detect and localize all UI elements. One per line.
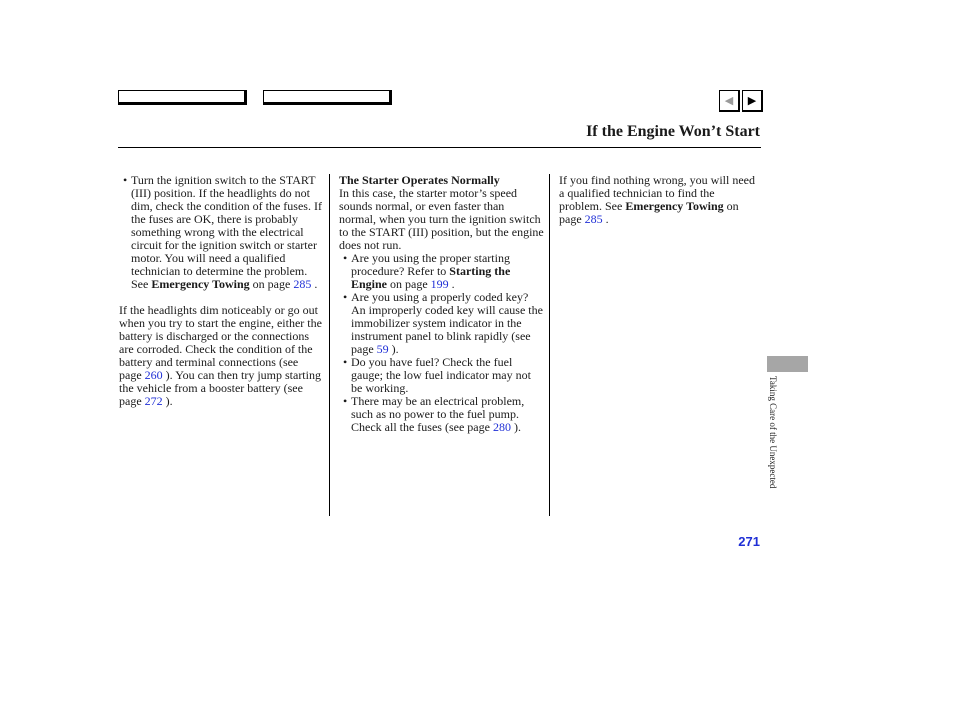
bullet-dot: •	[343, 251, 348, 265]
main-menu-button[interactable]	[118, 90, 247, 105]
bullet-dot: •	[343, 394, 348, 408]
title-divider	[118, 147, 761, 148]
section-heading: The Starter Operates Normally	[339, 173, 500, 187]
section-label: Taking Care of the Unexpected	[768, 376, 778, 489]
bold-reference: Emergency Towing	[625, 199, 724, 213]
paragraph: In this case, the starter motor’s speed sounds normal, or even faster than normal, when you turn the ignition switch to the START (III) position, but the engine does not run.	[339, 186, 544, 252]
bullet-dot: •	[343, 355, 348, 369]
next-page-button[interactable]	[742, 90, 763, 112]
bullet-item: • Are you using the proper starting procedure? Refer to Starting the Engine on page 199 .	[343, 251, 511, 291]
page-link[interactable]: 272	[144, 394, 163, 408]
page-link[interactable]: 59	[376, 342, 389, 356]
page-link[interactable]: 285	[584, 212, 603, 226]
page-link[interactable]: 285	[293, 277, 312, 291]
paragraph: If you find nothing wrong, you will need a qualified technician to find the problem. See Emergency Towing on page 285 .	[559, 173, 755, 226]
bullet-item: • Do you have fuel? Check the fuel gauge; the low fuel indicator may not be working.	[343, 355, 531, 395]
bold-reference: Starting the Engine	[351, 264, 511, 291]
column-divider	[329, 174, 330, 516]
page-number: 271	[738, 534, 760, 549]
column-3	[559, 174, 755, 226]
column-2	[339, 174, 544, 434]
paragraph: If the headlights dim noticeably or go out when you try to start the engine, either the battery is discharged or the connections are corroded. Check the condition of the battery and terminal connections (see page 260 ). You can then try jump starting the vehicle from a booster battery (see page 272 ).	[119, 303, 322, 408]
arrow-right-icon: ▶	[747, 94, 757, 107]
section-tab[interactable]	[767, 356, 808, 372]
bullet-item: • Are you using a properly coded key? An improperly coded key will cause the immobilizer system indicator in the instrument panel to blink rapidly (see page 59 ).	[343, 290, 543, 356]
bullet-dot: •	[123, 173, 128, 187]
page-link[interactable]: 260	[144, 368, 163, 382]
arrow-left-icon: ◀	[724, 94, 734, 107]
bold-reference: Emergency Towing	[151, 277, 250, 291]
index-button[interactable]	[263, 90, 392, 105]
bullet-item: • There may be an electrical problem, such as no power to the fuel pump. Check all the fuses (see page 280 ).	[343, 394, 525, 434]
previous-page-button[interactable]	[719, 90, 740, 112]
page-link[interactable]: 199	[430, 277, 449, 291]
page-link[interactable]: 280	[492, 420, 511, 434]
bullet-item: • Turn the ignition switch to the START (III) position. If the headlights do not dim, check the condition of the fuses. If the fuses are OK, there is probably something wrong with the electrical circuit for the ignition switch or starter motor. You will need a qualified technician to determine the problem. See Emergency Towing on page 285 .	[123, 173, 322, 291]
page-title: If the Engine Won’t Start	[586, 123, 760, 140]
bullet-dot: •	[343, 290, 348, 304]
column-1	[119, 174, 323, 408]
column-divider	[549, 174, 550, 516]
